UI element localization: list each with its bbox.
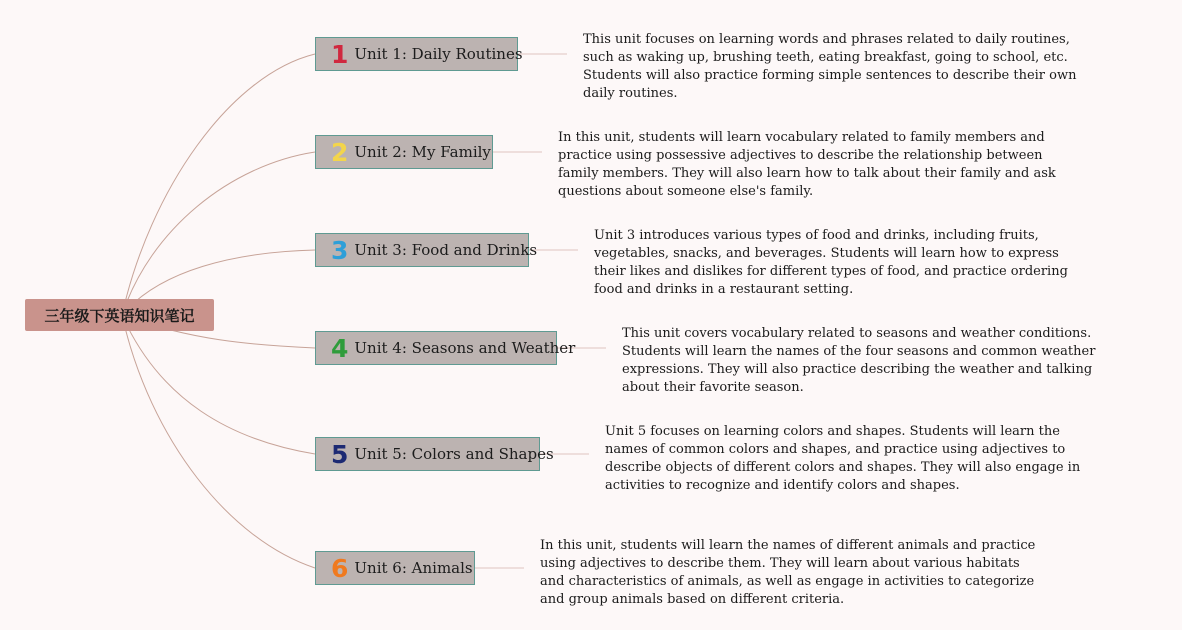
- unit-6-description: In this unit, students will learn the names of different animals and practice using adjectives to describe them. They will learn about various habitats and characteristics of animals, as well as engage in activities to categorize and group animals based on different criteria.: [540, 538, 1036, 607]
- number-6-icon: 6: [331, 553, 349, 583]
- branch-line-unit-1: [122, 54, 315, 315]
- branch-line-unit-6: [122, 315, 315, 568]
- number-1-icon: 1: [331, 39, 349, 69]
- unit-2-title: Unit 2: My Family: [354, 143, 491, 161]
- branch-line-unit-2: [122, 152, 315, 315]
- branch-line-unit-5: [122, 315, 315, 454]
- unit-5-node[interactable]: [315, 437, 554, 471]
- unit-2-node[interactable]: [315, 135, 493, 169]
- unit-6-title: Unit 6: Animals: [354, 559, 473, 577]
- number-3-icon: 3: [331, 235, 349, 265]
- unit-4-description: This unit covers vocabulary related to seasons and weather conditions. Students will learn the names of the four seasons and common weather expressions. They will also practice describing the weather and talking about their favorite season.: [622, 326, 1096, 395]
- unit-1-title: Unit 1: Daily Routines: [354, 45, 523, 63]
- number-2-icon: 2: [331, 137, 349, 167]
- unit-4-node[interactable]: [315, 331, 576, 365]
- unit-3-description: Unit 3 introduces various types of food and drinks, including fruits, vegetables, snacks, and beverages. Students will learn how to express their likes and dislikes for different types of food, and practice ordering food and drinks in a restaurant setting.: [594, 228, 1068, 297]
- root-topic[interactable]: 三年级下英语知识笔记: [25, 299, 214, 331]
- unit-5-title: Unit 5: Colors and Shapes: [354, 445, 554, 463]
- unit-1-node[interactable]: [315, 37, 523, 71]
- unit-5-description: Unit 5 focuses on learning colors and shapes. Students will learn the names of common colors and shapes, and practice using adjectives to describe objects of different colors and shapes. They will also engage in activities to recognize and identify colors and shapes.: [605, 424, 1081, 493]
- unit-3-title: Unit 3: Food and Drinks: [354, 241, 538, 259]
- number-5-icon: 5: [331, 439, 349, 469]
- unit-6-node[interactable]: [315, 551, 475, 585]
- unit-3-node[interactable]: [315, 233, 538, 267]
- unit-1-description: This unit focuses on learning words and phrases related to daily routines, such as waking up, brushing teeth, eating breakfast, going to school, etc. Students will also practice forming simple sentences to describe their own daily routines.: [583, 32, 1077, 101]
- unit-2-description: In this unit, students will learn vocabulary related to family members and practice using possessive adjectives to describe the relationship between family members. They will also learn how to talk about their family and ask questions about someone else's family.: [558, 130, 1056, 199]
- unit-4-title: Unit 4: Seasons and Weather: [354, 339, 576, 357]
- number-4-icon: 4: [331, 333, 349, 363]
